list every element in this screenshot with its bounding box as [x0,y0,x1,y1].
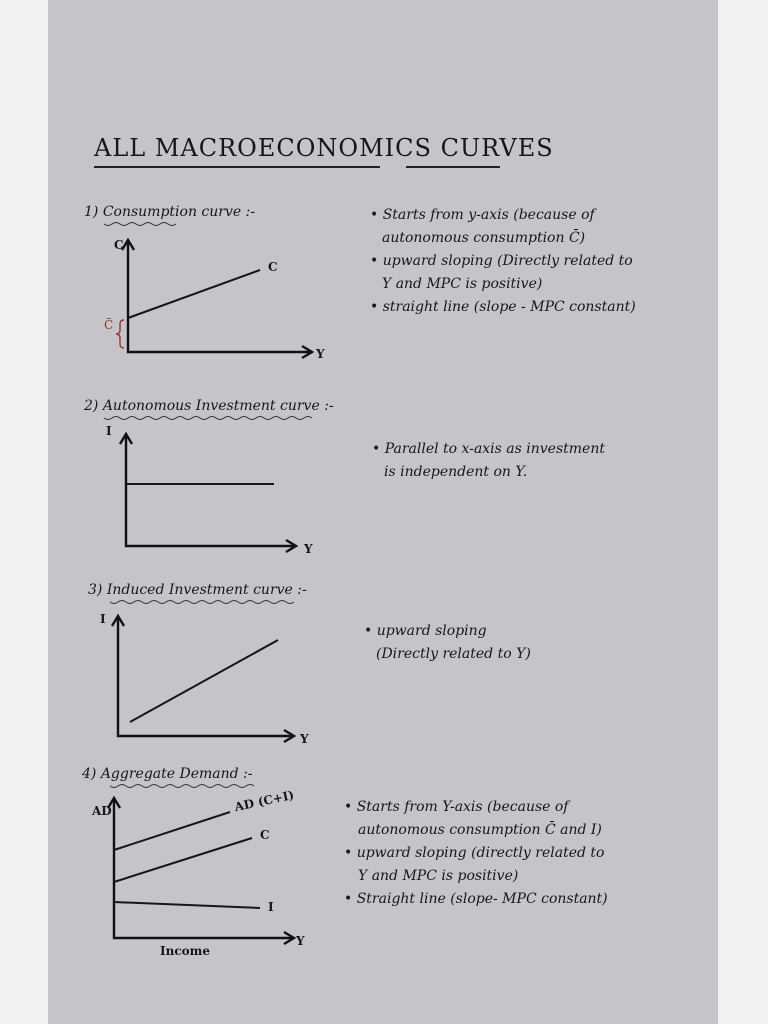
intercept-brace [116,320,124,348]
consumption-line [128,270,260,318]
curve-label-ad: AD (C+I) [233,787,296,815]
note-line: Y and MPC is positive) [358,868,519,884]
note-line: (Directly related to Y) [376,646,531,662]
heading-underline [110,601,294,604]
hand-drawn-graphs [48,0,718,1024]
section-heading-autonomous-investment: 2) Autonomous Investment curve :- [84,398,334,414]
axis-arrowheads [112,616,294,742]
axis-arrowheads [120,434,296,552]
note-line: • Starts from y-axis (because of [370,207,595,223]
y-axis-label: C [114,238,124,252]
graph-axes [126,436,294,546]
x-axis-label: Y [316,347,325,361]
note-line: autonomous consumption C̄ and I) [358,822,602,838]
section-heading-consumption: 1) Consumption curve :- [84,204,256,220]
y-axis-label: I [106,424,112,438]
note-line: • upward sloping (directly related to [344,845,605,861]
heading-underline [110,785,254,788]
induced-investment-line [130,640,278,722]
section-heading-induced-investment: 3) Induced Investment curve :- [88,582,307,598]
x-axis-title: Income [160,944,210,958]
curve-label-c: C [268,260,278,274]
note-line: autonomous consumption C̄) [382,230,586,246]
axis-arrowheads [108,798,294,944]
note-line: is independent on Y. [384,464,528,480]
graph-axes [118,618,292,736]
heading-underline [104,223,176,226]
consumption-line [114,838,252,882]
investment-line [114,902,260,908]
notebook-page [48,0,718,1024]
y-axis-label: I [100,612,106,626]
axis-arrowheads [122,240,312,358]
note-line: • Straight line (slope- MPC constant) [344,891,608,907]
page-title: ALL MACROECONOMICS CURVES [94,134,554,162]
section-heading-aggregate-demand: 4) Aggregate Demand :- [82,766,253,782]
note-line: • straight line (slope - MPC constant) [370,299,636,315]
y-axis-label: AD [92,804,112,818]
note-line: • upward sloping (Directly related to [370,253,633,269]
curve-label-c: C [260,828,270,842]
intercept-label: C̄ [104,318,114,332]
note-line: • Starts from Y-axis (because of [344,799,569,815]
note-line: Y and MPC is positive) [382,276,543,292]
aggregate-demand-line [114,812,230,850]
x-axis-label: Y [304,542,313,556]
x-axis-label: Y [296,934,305,948]
curve-label-i: I [268,900,274,914]
graph-axes [128,242,310,352]
x-axis-label: Y [300,732,309,746]
note-line: • upward sloping [364,623,487,639]
note-line: • Parallel to x-axis as investment [372,441,605,457]
heading-underline [104,417,312,420]
